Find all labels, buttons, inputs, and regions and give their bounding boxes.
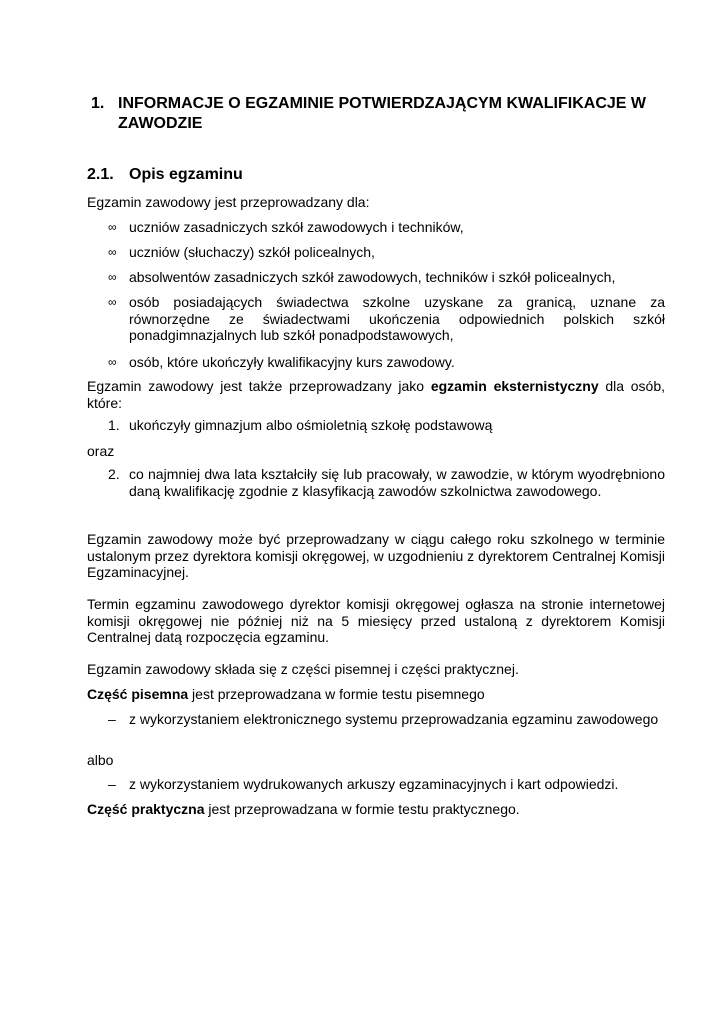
connector-albo: albo xyxy=(87,752,114,768)
section-heading xyxy=(91,94,671,134)
numbered-item: 2. co najmniej dwa lata kształciły się lub pracowały, w zawodzie, w którym wyodrębniono daną kwalifikację zgodnie z klasyfikacją zawodów szkolnictwa zawodowego. xyxy=(108,466,665,499)
infinity-bullet-icon: ∞ xyxy=(108,355,117,369)
list-item: ∞ uczniów zasadniczych szkół zawodowych i techników, xyxy=(108,219,464,235)
dash-bullet-icon: – xyxy=(108,776,116,792)
subsection-number: 2.1. xyxy=(87,166,114,183)
written-part-paragraph: Część pisemna jest przeprowadzana w formie testu pisemnego xyxy=(87,686,485,702)
list-item: ∞ osób, które ukończyły kwalifikacyjny kurs zawodowy. xyxy=(108,354,455,370)
infinity-bullet-icon: ∞ xyxy=(108,245,117,259)
dash-bullet-icon: – xyxy=(108,711,116,727)
infinity-bullet-icon: ∞ xyxy=(108,270,117,284)
dash-list-item: – z wykorzystaniem elektronicznego systemu przeprowadzania egzaminu zawodowego xyxy=(108,711,659,727)
paragraph-exam-term: Termin egzaminu zawodowego dyrektor komisji okręgowej ogłasza na stronie internetowej komisji okręgowej nie później niż na 5 miesięcy przed ustaloną z dyrektorem Komisji Centralnej datą rozpoczęcia egzaminu. xyxy=(87,596,665,645)
practical-part-paragraph: Część praktyczna jest przeprowadzana w formie testu praktycznego. xyxy=(87,801,520,817)
list-item: ∞ osób posiadających świadectwa szkolne uzyskane za granicą, uznane za równorzędne ze świadectwami ukończenia odpowiednich polskich szkół ponadgimnazjalnych lub szkół ponadpodstawowych, xyxy=(108,294,665,343)
external-exam-paragraph: Egzamin zawodowy jest także przeprowadzany jako egzamin eksternistyczny dla osób, które: xyxy=(87,378,665,411)
paragraph-exam-parts: Egzamin zawodowy składa się z części pisemnej i części praktycznej. xyxy=(87,661,519,677)
subsection-title: Opis egzaminu xyxy=(129,166,243,183)
paragraph-school-year: Egzamin zawodowy może być przeprowadzany w ciągu całego roku szkolnego w terminie ustalonym przez dyrektora komisji okręgowej, w uzgodnieniu z dyrektorem Centralnej Komisji Egzaminacyjnej. xyxy=(87,531,665,580)
section-number: 1. xyxy=(91,95,105,112)
list-item: ∞ uczniów (słuchaczy) szkół policealnych, xyxy=(108,244,375,260)
connector-oraz: oraz xyxy=(87,443,115,459)
infinity-bullet-icon: ∞ xyxy=(108,295,117,309)
section-title: INFORMACJE O EGZAMINIE POTWIERDZAJĄCYM KWALIFIKACJE W ZAWODZIE xyxy=(118,95,646,132)
subsection-heading xyxy=(87,165,243,185)
list-item: ∞ absolwentów zasadniczych szkół zawodowych, techników i szkół policealnych, xyxy=(108,269,616,285)
intro-paragraph: Egzamin zawodowy jest przeprowadzany dla: xyxy=(87,194,370,210)
numbered-item: 1. ukończyły gimnazjum albo ośmioletnią szkołę podstawową xyxy=(108,417,493,433)
infinity-bullet-icon: ∞ xyxy=(108,220,117,234)
dash-list-item: – z wykorzystaniem wydrukowanych arkuszy egzaminacyjnych i kart odpowiedzi. xyxy=(108,776,619,792)
